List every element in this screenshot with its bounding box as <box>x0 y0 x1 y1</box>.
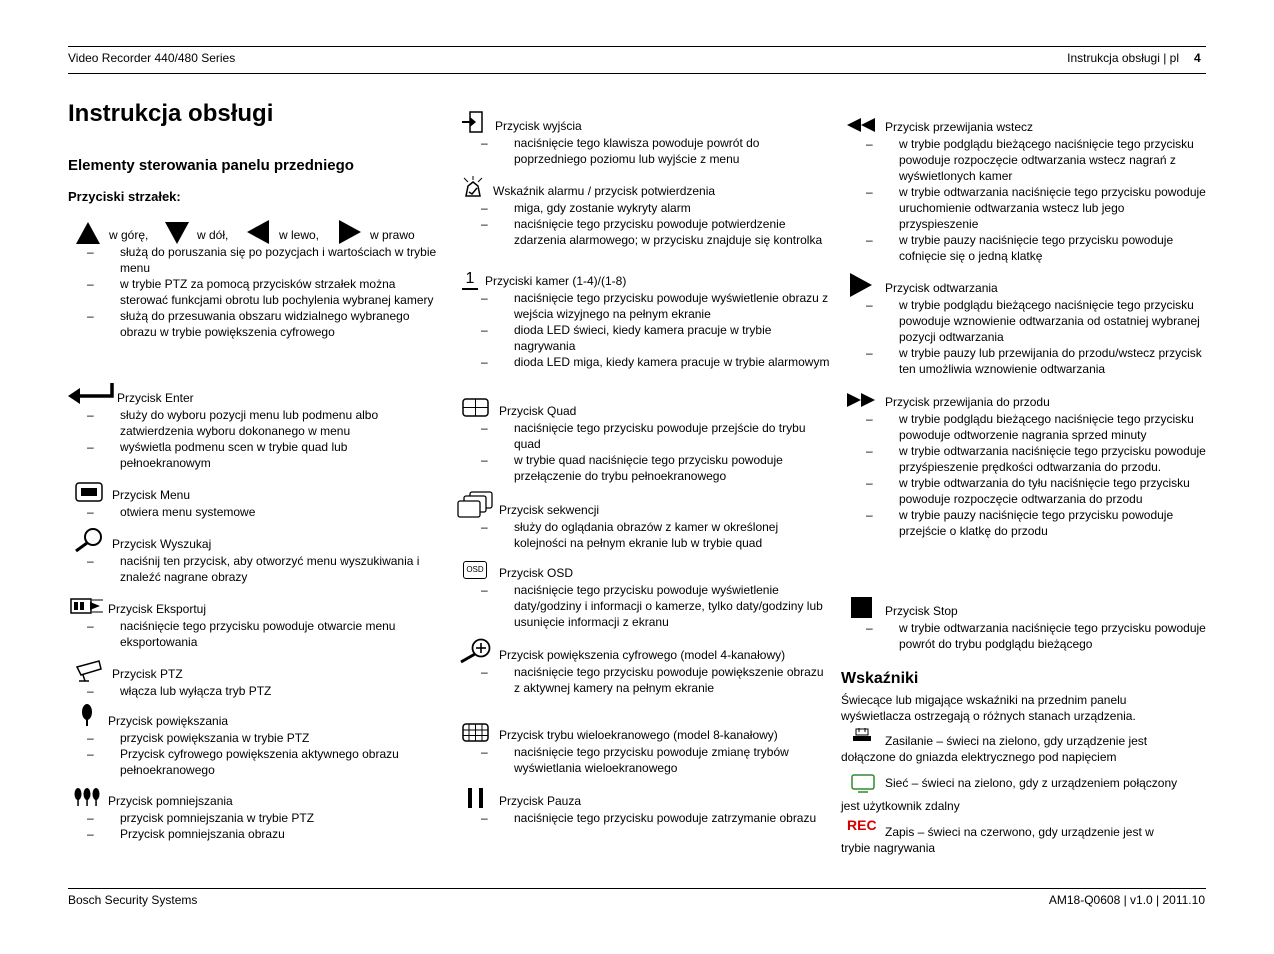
section-heading: Elementy sterowania panelu przedniego <box>68 157 354 174</box>
alarm-item <box>462 178 832 248</box>
bullet: – przycisk pomniejszania w trybie PTZ <box>68 810 438 826</box>
network-indicator-line2: jest użytkownik zdalny <box>841 799 960 813</box>
search-icon <box>73 527 105 553</box>
zoom-in-label: Przycisk powiększania <box>108 714 229 728</box>
zoom-out-item <box>68 788 438 842</box>
header-section: Instrukcja obsługi | pl <box>1067 51 1179 65</box>
arrow-buttons-item <box>68 218 438 340</box>
camera-keys-label: Przyciski kamer (1-4)/(1-8) <box>485 274 627 288</box>
indicators-heading: Wskaźniki <box>841 670 919 687</box>
arrow-bullets <box>68 244 438 340</box>
bullet: – w trybie odtwarzania naciśnięcie tego przycisku powoduje uruchomienie odtwarzania wstecz lub jego przyspieszenie <box>847 184 1207 232</box>
bullet: – w trybie pauzy naciśnięcie tego przycisku powoduje przejście o klatkę do przodu <box>847 507 1207 539</box>
arrow-right-label: w prawo <box>370 228 415 242</box>
fast-forward-item <box>847 389 1207 539</box>
zoom-out-label: Przycisk pomniejszania <box>108 794 233 808</box>
rewind-label: Przycisk przewijania wstecz <box>885 120 1034 134</box>
multiscreen-item <box>462 722 832 776</box>
arrow-down-icon <box>165 222 189 244</box>
bullet: – służy do oglądania obrazów z kamer w określonej kolejności na pełnym ekranie lub w trybie quad <box>462 519 832 551</box>
power-indicator-line1: Zasilanie – świeci na zielono, gdy urządzenie jest <box>885 734 1148 748</box>
rec-indicator <box>841 818 1201 856</box>
bullet: – dioda LED świeci, kiedy kamera pracuje w trybie nagrywania <box>462 322 832 354</box>
osd-label: Przycisk OSD <box>499 566 574 580</box>
bullet: – naciśnięcie tego przycisku powoduje przejście do trybu quad <box>462 420 832 452</box>
bullet: – otwiera menu systemowe <box>68 504 438 520</box>
footer-rule <box>68 888 1206 889</box>
bullet: – wyświetla podmenu scen w trybie quad lub pełnoekranowym <box>68 439 438 471</box>
ptz-item <box>68 661 438 699</box>
exit-label: Przycisk wyjścia <box>495 119 582 133</box>
bullet: – miga, gdy zostanie wykryty alarm <box>462 200 832 216</box>
sequence-icon <box>456 491 496 519</box>
network-indicator-line1: Sieć – świeci na zielono, gdy z urządzeniem połączony <box>885 776 1178 790</box>
bullet: – dioda LED miga, kiedy kamera pracuje w trybie alarmowym <box>462 354 832 370</box>
alarm-label: Wskaźnik alarmu / przycisk potwierdzenia <box>493 184 716 198</box>
camera-keys-item <box>462 268 832 370</box>
menu-icon <box>75 482 103 502</box>
bullet: – naciśnij ten przycisk, aby otworzyć menu wyszukiwania i znaleźć nagrane obrazy <box>68 553 438 585</box>
bullet: – naciśnięcie tego przycisku powoduje zmianę trybów wyświetlania wieloekranowego <box>462 744 832 776</box>
power-indicator <box>841 725 1201 765</box>
rec-indicator-line1: Zapis – świeci na czerwono, gdy urządzenie jest w <box>885 825 1154 839</box>
digital-zoom-item <box>458 640 832 696</box>
footer-doc-id: AM18-Q0608 | v1.0 | 2011.10 <box>1048 893 1205 907</box>
header-rule-top <box>68 46 1206 47</box>
bullet: – włącza lub wyłącza tryb PTZ <box>68 683 438 699</box>
bullet: – w trybie pauzy naciśnięcie tego przycisku powoduje cofnięcie się o jedną klatkę <box>847 232 1207 264</box>
arrow-up-label: w górę, <box>109 228 149 242</box>
play-icon <box>850 273 872 297</box>
menu-item <box>68 482 438 520</box>
bullet: – służy do wyboru pozycji menu lub podmenu albo zatwierdzenia wyboru dokonanego w menu <box>68 407 438 439</box>
alarm-icon <box>462 176 484 198</box>
rec-indicator-icon: REC <box>847 817 877 833</box>
bullet: – w trybie podglądu bieżącego naciśnięcie tego przycisku powoduje rozpoczęcie odtwarzania wstecz nagrań z wyświetlonych kamer <box>847 136 1207 184</box>
ptz-camera-icon <box>75 659 103 683</box>
network-indicator <box>841 774 1201 814</box>
pause-item <box>462 788 832 826</box>
bullet: – w trybie odtwarzania naciśnięcie tego przycisku powoduje przyśpieszenie prędkości odtwarzania do przodu. <box>847 443 1207 475</box>
arrow-left-icon <box>247 220 269 244</box>
footer-company: Bosch Security Systems <box>68 893 198 907</box>
digital-zoom-icon <box>458 638 492 664</box>
play-label: Przycisk odtwarzania <box>885 281 998 295</box>
digital-zoom-label: Przycisk powiększenia cyfrowego (model 4-kanałowy) <box>499 648 786 662</box>
sequence-label: Przycisk sekwencji <box>499 503 600 517</box>
fast-forward-label: Przycisk przewijania do przodu <box>885 395 1050 409</box>
zoom-in-item <box>68 708 438 778</box>
enter-icon <box>68 381 114 407</box>
enter-label: Przycisk Enter <box>117 391 194 405</box>
multiscreen-icon <box>462 723 489 742</box>
network-indicator-icon <box>851 774 875 794</box>
arrow-right-icon <box>339 220 361 244</box>
play-item <box>847 275 1207 377</box>
bullet: – naciśnięcie tego przycisku powoduje powiększenie obrazu z aktywnej kamery na pełnym ekranie <box>462 664 832 696</box>
quad-icon <box>462 398 489 417</box>
power-indicator-line2: dołączone do gniazda elektrycznego pod napięciem <box>841 750 1117 764</box>
rewind-item <box>847 114 1207 264</box>
rec-indicator-line2: trybie nagrywania <box>841 841 936 855</box>
bullet: – w trybie PTZ za pomocą przycisków strzałek można sterować funkcjami obrotu lub pochylenia wybranej kamery <box>68 276 438 308</box>
bullet: – służą do przesuwania obszaru widzialnego wybranego obrazu w trybie powiększenia cyfrowego <box>68 308 438 340</box>
subsection-heading: Przyciski strzałek: <box>68 189 181 204</box>
bullet: – naciśnięcie tego przycisku powoduje potwierdzenie zdarzenia alarmowego; w przycisku znajduje się kontrolka <box>462 216 832 248</box>
arrow-left-label: w lewo, <box>279 228 320 242</box>
bullet: – naciśnięcie tego przycisku powoduje wyświetlenie daty/godziny i informacji o kamerze, tylko daty/godziny lub usunięcie informacji z ekranu <box>462 582 832 630</box>
bullet: – w trybie quad naciśnięcie tego przycisku powoduje przełączenie do trybu pełnoekranowego <box>462 452 832 484</box>
page-number: 4 <box>1194 51 1201 65</box>
stop-item <box>847 598 1207 652</box>
rewind-icon <box>847 118 875 132</box>
zoom-out-trees-icon <box>74 788 100 806</box>
bullet: – w trybie podglądu bieżącego naciśnięcie tego przycisku powoduje wznowienie odtwarzania od ostatniej wybranej pozycji odtwarzania <box>847 297 1207 345</box>
zoom-in-tree-icon <box>81 704 93 726</box>
fast-forward-icon <box>847 393 875 407</box>
stop-label: Przycisk Stop <box>885 604 958 618</box>
multiscreen-label: Przycisk trybu wieloekranowego (model 8-kanałowy) <box>499 728 778 742</box>
pause-icon <box>467 788 485 808</box>
sequence-item <box>456 491 832 551</box>
stop-icon <box>851 597 872 618</box>
bullet: – Przycisk cyfrowego powiększenia aktywnego obrazu pełnoekranowego <box>68 746 438 778</box>
enter-item <box>68 385 438 471</box>
bullet: – w trybie pauzy lub przewijania do przodu/wstecz przycisk ten umożliwia wznowienie odtwarzania <box>847 345 1207 377</box>
export-icon <box>70 598 104 614</box>
bullet: – służą do poruszania się po pozycjach i wartościach w trybie menu <box>68 244 438 276</box>
export-item <box>68 596 438 650</box>
search-item <box>68 531 438 585</box>
osd-icon: OSD <box>463 561 487 579</box>
quad-label: Przycisk Quad <box>499 404 577 418</box>
indicators-intro: Świecące lub migające wskaźniki na przednim panelu wyświetlacza ostrzegają o różnych stanach urządzenia. <box>841 693 1136 723</box>
exit-item <box>462 113 832 167</box>
export-label: Przycisk Eksportuj <box>108 602 207 616</box>
header-rule-bottom <box>68 73 1206 74</box>
camera-number-icon: 1 <box>462 270 478 290</box>
header-doc-title: Video Recorder 440/480 Series <box>68 51 236 65</box>
bullet: – w trybie odtwarzania naciśnięcie tego przycisku powoduje powrót do trybu podglądu bieżącego <box>847 620 1207 652</box>
page-title: Instrukcja obsługi <box>68 100 274 127</box>
power-indicator-icon <box>852 728 872 742</box>
search-label: Przycisk Wyszukaj <box>112 537 212 551</box>
bullet: – naciśnięcie tego przycisku powoduje otwarcie menu eksportowania <box>68 618 438 650</box>
bullet: – naciśnięcie tego klawisza powoduje powrót do poprzedniego poziomu lub wyjście z menu <box>462 135 832 167</box>
arrow-up-icon <box>76 222 100 244</box>
osd-item <box>462 560 832 630</box>
exit-icon <box>462 111 484 133</box>
bullet: – naciśnięcie tego przycisku powoduje zatrzymanie obrazu <box>462 810 832 826</box>
bullet: – w trybie podglądu bieżącego naciśnięcie tego przycisku powoduje odtworzenie nagrania sprzed minuty <box>847 411 1207 443</box>
menu-label: Przycisk Menu <box>112 488 191 502</box>
bullet: – naciśnięcie tego przycisku powoduje wyświetlenie obrazu z wejścia wizyjnego na pełnym ekranie <box>462 290 832 322</box>
arrow-down-label: w dół, <box>197 228 229 242</box>
pause-label: Przycisk Pauza <box>499 794 582 808</box>
ptz-label: Przycisk PTZ <box>112 667 183 681</box>
bullet: – Przycisk pomniejszania obrazu <box>68 826 438 842</box>
bullet: – przycisk powiększania w trybie PTZ <box>68 730 438 746</box>
bullet: – w trybie odtwarzania do tyłu naciśnięcie tego przycisku powoduje rozpoczęcie odtwarzania do przodu <box>847 475 1207 507</box>
quad-item <box>462 398 832 484</box>
